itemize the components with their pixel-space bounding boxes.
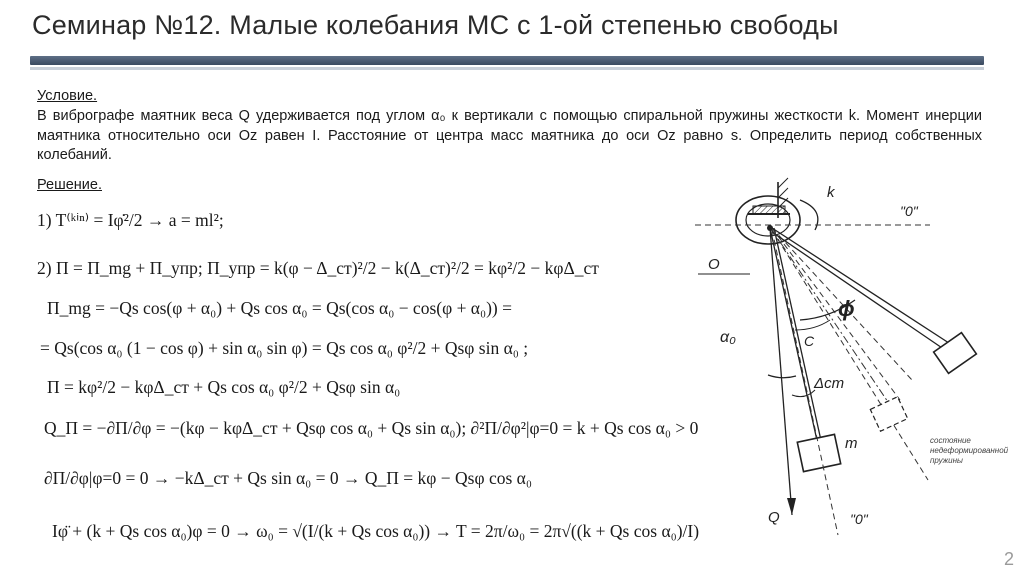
title-underline-thin: [30, 67, 984, 70]
figure-label-o-top: "0": [900, 203, 918, 219]
equation-1: 1) T⁽ᵏⁱⁿ⁾ = Iφ̇²/2 → a = ml²;: [37, 210, 224, 230]
figure-label-k: k: [827, 184, 835, 201]
figure-note: состояние недеформированной пружины: [930, 436, 1009, 465]
figure-label-alpha0: α₀: [720, 329, 736, 346]
figure-label-o-bottom: "0": [850, 511, 868, 527]
equation-6: Q_Π = −∂Π/∂φ = −(kφ − kφΔ_ст + Qsφ cos α₀ + Qs sin α₀); ∂²Π/∂φ²|φ=0 = k + Qs cos α₀ > 0: [44, 418, 699, 438]
figure-label-o: O: [708, 256, 720, 273]
equation-4: = Qs(cos α₀ (1 − cos φ) + sin α₀ sin φ) = Qs cos α₀ φ²/2 + Qsφ sin α₀ ;: [40, 338, 529, 358]
solution-label: Решение.: [37, 177, 102, 193]
figure-label-phi: ϕ: [838, 296, 855, 321]
equation-2: 2) Π = Π_mg + Π_упр; Π_упр = k(φ − Δ_ст)²/2 − k(Δ_ст)²/2 = kφ²/2 − kφΔ_ст: [37, 258, 599, 278]
figure-label-m: m: [845, 435, 858, 452]
slide-title: Семинар №12. Малые колебания МС с 1-ой степенью свободы: [32, 10, 839, 40]
equation-3: Π_mg = −Qs cos(φ + α₀) + Qs cos α₀ = Qs(cos α₀ − cos(φ + α₀)) =: [47, 298, 512, 318]
equation-7: ∂Π/∂φ|φ=0 = 0 → −kΔ_ст + Qs sin α₀ = 0 → Q_Π = kφ − Qsφ cos α₀: [44, 468, 532, 488]
figure-label-delta-st: Δст: [814, 375, 845, 392]
page-number: 2: [1003, 549, 1014, 569]
equation-8: Iφ̈ + (k + Qs cos α₀)φ = 0 → ω₀ = √(I/(k + Qs cos α₀)) → T = 2π/ω₀ = 2π√((k + Qs cos α₀)/I): [52, 521, 700, 541]
pendulum-figure: [690, 170, 1014, 550]
title-underline-bar: [30, 56, 984, 65]
figure-label-q: Q: [768, 509, 780, 526]
equation-5: Π = kφ²/2 − kφΔ_ст + Qs cos α₀ φ²/2 + Qsφ sin α₀: [47, 377, 401, 397]
figure-label-c: C: [804, 333, 815, 349]
condition-text: В вибрографе маятник веса Q удерживается под углом α₀ к вертикали с помощью спиральной пружины жесткости k. Момент инерции маятника относительно оси Oz равен I. Расстояние от центра масс маятника до оси Oz равно s. Определить период собственных колебаний.: [37, 108, 982, 163]
condition-label: Условие.: [37, 88, 98, 104]
